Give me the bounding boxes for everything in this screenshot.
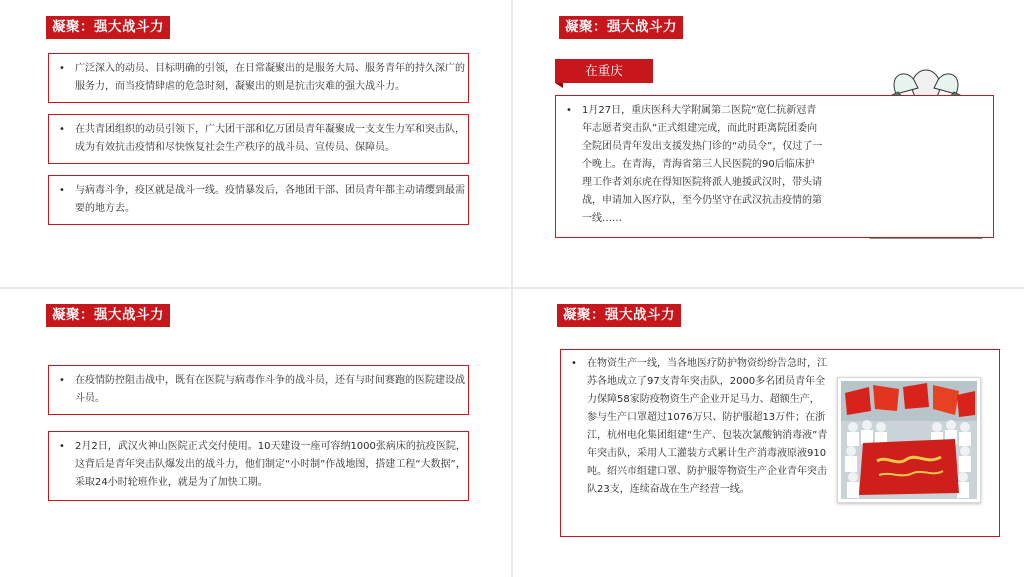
- text-card-1: [48, 53, 469, 103]
- team-photo-icon: [841, 381, 977, 499]
- bullet-item: • 在疫情防控阻击战中，既有在医院与病毒作斗争的战斗员，还有与时间赛跑的医院建设战斗员。: [49, 372, 468, 408]
- text-card-3: [48, 175, 469, 225]
- text-card-2: [48, 431, 469, 501]
- slide-3: [0, 289, 511, 577]
- slide-2: [513, 0, 1024, 287]
- slide-title: 凝聚：强大战斗力: [559, 16, 683, 39]
- bullet-item: • 在共青团组织的动员引领下，广大团干部和亿万团员青年凝聚成一支支生力军和突击队，成为有效抗击疫情和尽快恢复社会生产秩序的战斗员、宣传员、保障员。: [49, 121, 468, 157]
- slide-title: 凝聚：强大战斗力: [557, 304, 681, 327]
- slide-title: 凝聚：强大战斗力: [46, 16, 170, 39]
- text-card-2: [48, 114, 469, 164]
- bullet-item: • 在物资生产一线，当各地医疗防护物资纷纷告急时，江苏各地成立了97支青年突击队，2000多名团员青年全力保障58家防疫物资生产企业开足马力、超额生产，参与生产口罩超过1076万只、防护服超13万件；在浙江，杭州电化集团组建“生产、包装次氯酸钠消毒液”青年突击队，采用人工灌装方式累计生产消毒液原液910吨。绍兴市组建口罩、防护服等物资生产企业青年突击队23支，连续奋战在生产经营一线。: [561, 355, 829, 499]
- location-ribbon: 在重庆: [555, 59, 653, 83]
- slide-1: [0, 0, 511, 287]
- bullet-item: • 2月2日，武汉火神山医院正式交付使用。10天建设一座可容纳1000张病床的抗疫医院，这背后是青年突击队爆发出的战斗力，他们制定“小时制”作战地图，搭建工程“大数据”，采取24小时轮班作业，就是为了加快工期。: [49, 438, 468, 492]
- youth-commando-team-photo: [837, 377, 981, 503]
- text-card: [555, 95, 994, 238]
- bullet-item: • 与病毒斗争，疫区就是战斗一线。疫情暴发后，各地团干部、团员青年都主动请缨到最需要的地方去。: [49, 182, 468, 218]
- slide-title: 凝聚：强大战斗力: [46, 304, 170, 327]
- text-card-1: [48, 365, 469, 415]
- bullet-item: • 1月27日，重庆医科大学附属第二医院“宽仁抗新冠青年志愿者突击队”正式组建完成，而此时距离院团委向全院团员青年发出支援发热门诊的“动员令”，仅过了一个晚上。在青海，青海省第三人民医院的90后临床护理工作者刘东虎在得知医院将派人驰援武汉时，带头请战，申请加入医疗队，至今仍坚守在武汉抗击疫情的第一线……: [556, 102, 823, 228]
- bullet-item: • 广泛深入的动员、目标明确的引领，在日常凝聚出的是服务大局、服务青年的持久深广的服务力，而当疫情肆虐的危急时刻，凝聚出的则是抗击灾难的强大战斗力。: [49, 60, 468, 96]
- slide-4: [513, 289, 1024, 577]
- ribbon-fold: [555, 83, 563, 88]
